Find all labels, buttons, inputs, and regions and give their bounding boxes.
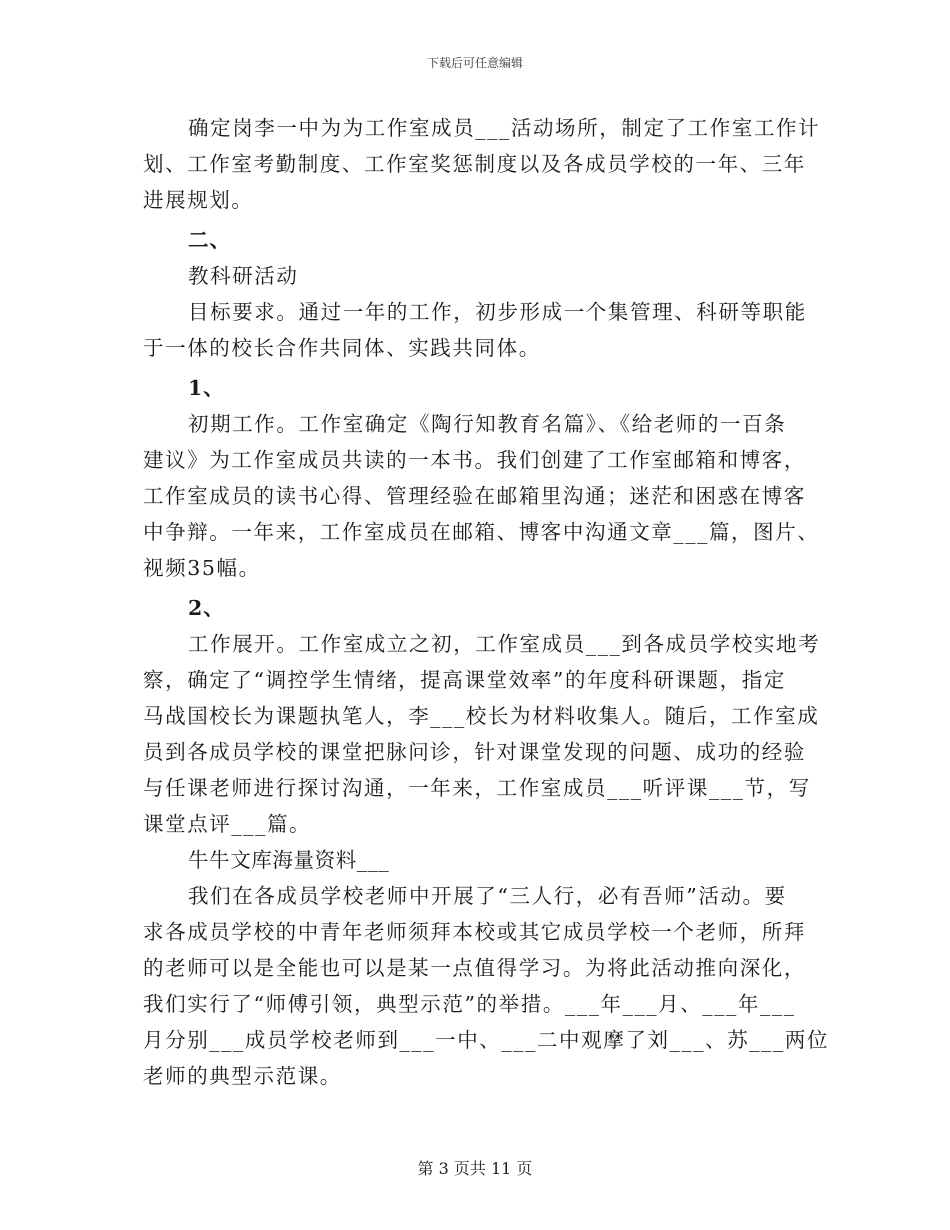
paragraph-line: 课堂点评___篇。	[143, 812, 312, 836]
source-note: 牛牛文库海量资料___	[188, 848, 390, 872]
paragraph-line: 月分别___成员学校老师到___一中、___二中观摩了刘___、苏___两位	[143, 1028, 830, 1052]
paragraph-line: 中争辩。一年来，工作室成员在邮箱、博客中沟通文章___篇，图片、	[143, 520, 820, 544]
section-title: 教科研活动	[188, 264, 299, 288]
paragraph-line: 划、工作室考勤制度、工作室奖惩制度以及各成员学校的一年、三年	[143, 152, 806, 176]
paragraph-line: 我们实行了“师傅引领，典型示范”的举措。___年___月、___年___	[143, 992, 796, 1016]
section-number: 1、	[188, 376, 225, 400]
paragraph-line: 员到各成员学校的课堂把脉问诊，针对课堂发现的问题、成功的经验	[143, 740, 806, 764]
paragraph-line: 目标要求。通过一年的工作，初步形成一个集管理、科研等职能	[188, 300, 807, 324]
paragraph-line: 工作室成员的读书心得、管理经验在邮箱里沟通；迷茫和困惑在博客	[143, 484, 806, 508]
paragraph-line: 求各成员学校的中青年老师须拜本校或其它成员学校一个老师，所拜	[143, 920, 806, 944]
paragraph-line: 与任课老师进行探讨沟通，一年来，工作室成员___听评课___节，写	[143, 776, 811, 800]
paragraph-line: 于一体的校长合作共同体、实践共同体。	[143, 336, 541, 360]
paragraph-line: 的老师可以是全能也可以是某一点值得学习。为将此活动推向深化，	[143, 956, 806, 980]
paragraph-line: 视频35幅。	[143, 556, 261, 580]
paragraph-line: 老师的典型示范课。	[143, 1064, 342, 1088]
paragraph-line: 进展规划。	[143, 188, 254, 212]
paragraph-line: 马战国校长为课题执笔人，李___校长为材料收集人。随后，工作室成	[143, 704, 820, 728]
paragraph-line: 确定岗李一中为为工作室成员___活动场所，制定了工作室工作计	[188, 116, 821, 140]
section-heading: 二、	[188, 228, 231, 252]
section-number: 2、	[188, 596, 225, 620]
page-header: 下载后可任意编辑	[426, 56, 523, 70]
paragraph-line: 察，确定了“调控学生情绪，提高课堂效率”的年度科研课题，指定	[143, 668, 786, 692]
paragraph-line: 工作展开。工作室成立之初，工作室成员___到各成员学校实地考	[188, 632, 821, 656]
page-footer: 第 3 页共 11 页	[417, 1159, 533, 1178]
paragraph-line: 建议》为工作室成员共读的一本书。我们创建了工作室邮箱和博客，	[143, 448, 806, 472]
paragraph-line: 我们在各成员学校老师中开展了“三人行，必有吾师”活动。要	[188, 884, 787, 908]
paragraph-line: 初期工作。工作室确定《陶行知教育名篇》、《给老师的一百条	[188, 412, 787, 436]
document-body	[143, 110, 830, 1094]
